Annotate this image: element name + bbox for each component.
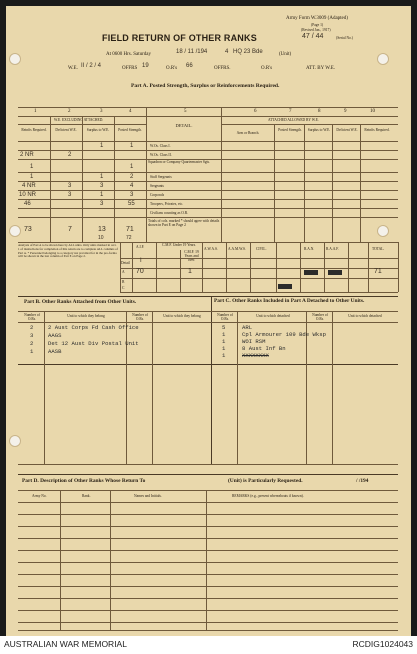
- header-posted-strength: Posted Strength.: [118, 128, 142, 132]
- offrs2-label: OFFRS.: [214, 66, 231, 71]
- total-surplus: 13: [98, 226, 106, 233]
- analysis-a-total: 71: [374, 268, 382, 275]
- row-pte-reinfts: 46: [24, 201, 31, 207]
- col-number-10: 10: [370, 109, 375, 114]
- analysis-row-c-label: C: [122, 286, 125, 290]
- we-label: W.E.: [68, 66, 78, 71]
- analysis-head-raaf: R.A.A.F.: [326, 247, 339, 251]
- part-d-head-rank: Rank.: [82, 494, 91, 498]
- ors-label: O.R's: [166, 66, 178, 71]
- page-indicator: (Page 1): [311, 23, 324, 27]
- we-value: II / 2 / 4: [81, 63, 102, 69]
- row-pte-posted: 55: [128, 201, 135, 207]
- detail-wo-class-2: W.Os. Class II.: [150, 153, 172, 157]
- footer-record-id: RCDIG1024043: [352, 639, 413, 649]
- row-wo2-deficient: 2: [68, 152, 72, 158]
- footer-archive-name: AUSTRALIAN WAR MEMORIAL: [4, 639, 127, 649]
- analysis-head-cmf-under: C.M.F. Under 19 Years.: [161, 243, 197, 247]
- col-number-2: 2: [68, 109, 71, 114]
- row-sgt-reinfts: 4 NR: [22, 183, 36, 189]
- ors-value: 66: [186, 63, 193, 69]
- part-b-row4-unit: AASB: [48, 348, 62, 355]
- offrs-value: 19: [142, 63, 149, 69]
- row-sgt-surplus: 3: [100, 183, 104, 189]
- detail-sergeants: Sergeants: [150, 184, 164, 188]
- analysis-head-awas: A.W.A.S.: [204, 247, 218, 251]
- analysis-detail-aif: I: [140, 258, 142, 264]
- analysis-instructions: Analysis of Part A to be shown here by ALL units. Only units marked in cert. 1 of instructions for completion of this return are to complete ALL columns of Part A. * Personnel belonging to a category not provided for in the pro-forma will be shown in the last column of Part E on Page 2.: [18, 243, 118, 259]
- part-c-row4-unit: 8 Aust Inf Bn: [242, 345, 286, 352]
- header-att-posted-strength: Posted Strength.: [278, 128, 302, 132]
- total-posted-note: 72: [126, 235, 132, 241]
- document-page: [6, 6, 411, 636]
- punch-hole-top-right: [377, 53, 389, 65]
- redaction-ran: [304, 270, 318, 275]
- form-title: FIELD RETURN OF OTHER RANKS: [102, 33, 257, 43]
- revised-note: (Revised Jan., 1917): [301, 28, 331, 32]
- header-att-reinfts: Reinfts Required.: [364, 128, 390, 132]
- redaction-raaf: [328, 270, 342, 275]
- serial-number-label: (Serial No.): [336, 36, 353, 40]
- part-c-row2-number: 1: [222, 331, 226, 338]
- attached-allowed-label: ATTACHED ALLOWED BY W.E.: [268, 118, 319, 122]
- part-b-title: Part B. Other Ranks Attached from Other Units.: [24, 299, 137, 305]
- header-arm-or-branch: Arm or Branch.: [236, 131, 260, 135]
- row-wo1-surplus: 1: [100, 143, 104, 149]
- part-b-row1-unit: 2 Aust Corps Fd Cash Office: [48, 324, 139, 331]
- row-cqms-reinfts: 1: [30, 164, 34, 170]
- col-number-1: 1: [34, 109, 37, 114]
- part-c-row1-number: 5: [222, 324, 226, 331]
- part-d-head-army-no: Army No.: [32, 494, 47, 498]
- total-posted: 71: [126, 226, 134, 233]
- row-cpl-reinfts: 10 NR: [19, 192, 37, 198]
- row-ssgt-surplus: 1: [100, 174, 104, 180]
- analysis-head-aamws: A.A.M.W.S.: [228, 247, 246, 251]
- part-c-head-unit: Unit to which detached: [256, 314, 290, 318]
- punch-hole-top: [9, 53, 21, 65]
- unit-name: HQ 23 Bde: [233, 49, 263, 55]
- analysis-row-b-label: B: [122, 280, 125, 284]
- part-d-head-names: Names and Initials.: [134, 494, 162, 498]
- part-c-row4-number: 1: [222, 345, 226, 352]
- part-c-head-number-2: Number of O.Rs.: [312, 313, 328, 321]
- total-deficient: 7: [68, 226, 72, 233]
- part-b-head-number-2: Number of O.Rs.: [132, 313, 148, 321]
- header-reinfts-required: Reinfts Required.: [21, 128, 47, 132]
- part-b-head-number: Number of O.Rs.: [24, 313, 40, 321]
- analysis-head-ran: R.A.N.: [304, 247, 315, 251]
- row-pte-surplus: 3: [100, 201, 104, 207]
- row-ssgt-posted: 2: [130, 174, 134, 180]
- header-att-deficient: Deficient W.E.: [336, 128, 358, 132]
- analysis-head-aif: A.I.F.: [136, 245, 145, 249]
- row-cpl-posted: 3: [130, 192, 134, 198]
- part-c-row3-unit: WOI RSM: [242, 338, 266, 345]
- at-hours-label: At 0600 Hrs. Saturday: [106, 52, 151, 57]
- part-b-row1-number: 2: [30, 324, 34, 331]
- col-number-3: 3: [100, 109, 103, 114]
- row-cqms-posted: 1: [130, 164, 134, 170]
- we-excluding-attached-label: W.E. EXCLUDING ATTACHED.: [54, 118, 104, 122]
- offrs-label: OFFRS: [122, 66, 138, 71]
- punch-hole-middle: [9, 225, 21, 237]
- redaction-civil: [278, 284, 292, 289]
- analysis-row-a-label: A: [122, 270, 125, 274]
- part-d-title-unit: (Unit) is Particularly Requested.: [228, 478, 303, 484]
- detail-cqms: Squadron or Company Quartermaster Sgts.: [148, 160, 210, 164]
- row-wo2-reinfts: 2 NR: [20, 152, 34, 158]
- analysis-a-aif: 70: [136, 268, 144, 275]
- analysis-head-total: TOTAL.: [372, 247, 385, 251]
- detail-staff-sergeants: Staff Sergeants: [150, 175, 172, 179]
- punch-hole-middle-right: [377, 225, 389, 237]
- col-number-4: 4: [129, 109, 132, 114]
- part-c-row5-number: 1: [222, 352, 226, 359]
- part-b-head-unit-2: Unit to which they belong: [163, 314, 201, 318]
- part-c-head-number: Number of O.Rs.: [217, 313, 233, 321]
- detail-corporals: Corporals: [150, 193, 165, 197]
- part-b-row2-number: 3: [30, 332, 34, 339]
- att-by-we-label: ATT. BY W.E.: [306, 66, 336, 71]
- return-year-suffix: 4: [225, 49, 229, 55]
- total-surplus-note: 10: [98, 235, 104, 241]
- return-date: 18 / 11 /194: [176, 49, 208, 55]
- part-b-row3-number: 2: [30, 340, 34, 347]
- part-c-row2-unit: Cpl Armourer 109 Bde Wksp: [242, 331, 326, 338]
- part-b-head-unit: Unit to which they belong: [67, 314, 105, 318]
- part-c-row5-unit-struck: XXXXXXXX: [242, 352, 269, 359]
- part-b-row4-number: 1: [30, 348, 34, 355]
- col-number-5: 5: [184, 109, 187, 114]
- header-detail: DETAIL.: [175, 123, 193, 128]
- total-reinfts: 73: [24, 226, 32, 233]
- unit-label: (Unit): [279, 52, 292, 57]
- analysis-head-civil: CIVIL.: [256, 247, 267, 251]
- header-surplus-to-we: Surplus to W.E.: [86, 128, 110, 132]
- part-c-row1-unit: ARL: [242, 324, 253, 331]
- analysis-head-cmf-over: C.M.F. 19 Years and over.: [184, 250, 199, 262]
- ors2-label: O.R's: [261, 66, 273, 71]
- col-number-7: 7: [289, 109, 292, 114]
- archive-footer: [0, 636, 417, 654]
- row-sgt-deficient: 3: [68, 183, 72, 189]
- part-c-row3-number: 1: [222, 338, 226, 345]
- col-number-9: 9: [344, 109, 347, 114]
- part-d-date: / /194: [356, 478, 369, 484]
- detail-totals-note: Totals of cols. marked * should agree with details shown in Part E on Page 2: [148, 219, 220, 227]
- detail-troopers: Troopers, Privates, etc.: [150, 202, 184, 206]
- part-c-title: Part C. Other Ranks Included in Part A Detached to Other Units.: [214, 298, 365, 304]
- part-b-row3-unit: Det 12 Aust Div Postal Unit: [48, 340, 139, 347]
- part-c-head-unit-2: Unit to which detached: [348, 314, 382, 318]
- detail-civilians: Civilians counting as O.R.: [150, 211, 189, 215]
- row-sgt-posted: 4: [130, 183, 134, 189]
- analysis-row-detail-label: Detail: [121, 261, 130, 265]
- row-ssgt-reinfts: 1: [30, 174, 34, 180]
- punch-hole-bottom: [9, 435, 21, 447]
- form-number: Army Form W.3009 (Adapted): [286, 16, 348, 21]
- row-wo1-posted: 1: [130, 143, 134, 149]
- analysis-a-cmf-over: 1: [188, 268, 192, 275]
- serial-number-value: 47 / 44: [302, 33, 324, 40]
- part-d-title: Part D. Description of Other Ranks Whose Return To: [22, 478, 146, 484]
- header-att-surplus: Surplus to W.E.: [307, 128, 331, 132]
- row-cpl-surplus: 1: [100, 192, 104, 198]
- part-d-head-remarks: REMARKS (e.g., present whereabouts if known).: [232, 494, 304, 498]
- detail-wo-class-1: W.Os. Class I.: [150, 144, 171, 148]
- col-number-8: 8: [318, 109, 321, 114]
- part-b-row2-unit: AAGS: [48, 332, 62, 339]
- row-cpl-deficient: 3: [68, 192, 72, 198]
- header-deficient-we: Deficient W.E.: [55, 128, 77, 132]
- part-a-title: Part A. Posted Strength, Surplus or Reinforcements Required.: [131, 83, 280, 89]
- col-number-6: 6: [254, 109, 257, 114]
